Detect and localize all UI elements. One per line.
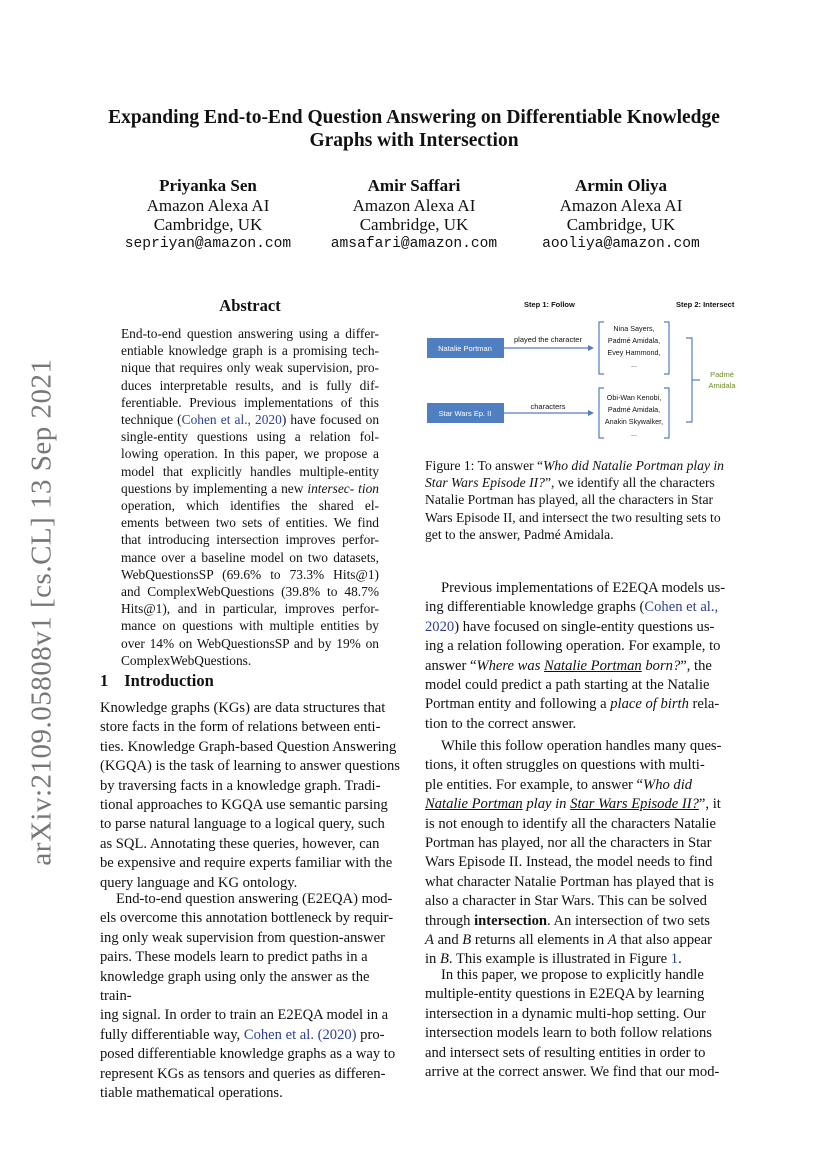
entity-label-natalie: Natalie Portman	[438, 344, 492, 353]
set2-item: Obi-Wan Kenobi,	[606, 393, 662, 402]
set2-item: ...	[631, 429, 637, 438]
author-email[interactable]: aooliya@amazon.com	[542, 235, 700, 252]
citation-link[interactable]: Cohen et al. (2020)	[243, 1026, 357, 1043]
author-name: Amir Saffari	[367, 176, 461, 195]
abstract-line: End-to-end question answering using a differ-	[121, 326, 379, 341]
abstract-line: and ComplexWebQuestions (39.8% to 48.7%	[121, 584, 379, 600]
step1-label: Step 1: Follow	[524, 300, 575, 309]
abstract-line: ements between two sets of entities. We find	[121, 515, 379, 531]
abstract-line: lowing operation. In this paper, we propose	[121, 446, 368, 462]
abstract-line: mance over a baseline model on two datasets,	[121, 549, 379, 565]
arxiv-id: arXiv:2109.05808v1 [cs.CL] 13 Sep 2021	[25, 358, 58, 866]
author-email[interactable]: amsafari@amazon.com	[330, 235, 498, 252]
abstract-line: mance on questions with multiple entities by	[121, 618, 379, 634]
section-title: Introduction	[124, 671, 214, 690]
intersect-bracket	[686, 338, 692, 422]
set1-right-bracket	[664, 322, 669, 374]
figure-1-caption: Figure 1: To answer “Who did Natalie Portman play in Star Wars Episode II?”, we identify all the characters Natalie Portman has played, all the characters in Star Wars Episode II, and intersect the two resulting sets to get to the answer, Padmé Amidala.	[425, 458, 724, 542]
author-3	[513, 176, 729, 254]
abstract-heading: Abstract	[219, 296, 281, 315]
citation-link[interactable]: Cohen et al.,	[644, 599, 719, 616]
abstract-line: that introducing intersection improves perfor-	[121, 532, 379, 548]
abstract-line: duces interpretable results, and is fully dif-	[121, 377, 379, 393]
section-heading-introduction	[100, 671, 214, 691]
author-2	[306, 176, 522, 254]
figure-ref-link[interactable]: 1	[670, 951, 679, 968]
author-location: Cambridge, UK	[359, 215, 469, 234]
set1-item: Padmé Amidala,	[607, 336, 661, 345]
abstract-line: ferentiable. Previous implementations of this	[121, 394, 379, 410]
right-paragraph-1: Previous implementations of E2EQA models us- ing differentiable knowledge graphs (Cohen et al., 2020) have focused on single-entity questions us- ing a relation following operation. For example, to answer “Where was Natalie Portman born?”, the model could predict a path starting at the Natalie Portman entity and following a place of birth rela- tion to the correct answer.	[425, 580, 726, 732]
abstract-line: on single-entity questions using a relation fol-	[121, 412, 380, 445]
arrowhead-2	[588, 410, 594, 416]
author-affiliation: Amazon Alexa AI	[559, 195, 683, 215]
intro-paragraph-2: End-to-end question answering (E2EQA) mod- els overcome this annotation bottleneck by requir- ing only weak supervision from question-answer pairs. These models learn to predict paths in a knowledge graph using only the answer as the train- ing signal. In order to train an E2EQA model in a fully differentiable way, Cohen et al. (2020) pro- posed differentiable knowledge graphs as a way to represent KGs as tensors and queries as differen- tiable mathematical operations.	[100, 891, 396, 1102]
author-location: Cambridge, UK	[566, 215, 676, 234]
set1-item: ...	[631, 360, 637, 369]
abstract-line: over 14% on WebQuestionsSP and by 19% on	[121, 635, 379, 651]
citation-link[interactable]: Cohen et al., 2020	[181, 412, 282, 428]
abstract-line: tion operation, which identifies the shared el-	[121, 480, 379, 514]
abstract-line: WebQuestionsSP (69.6% to 73.3% Hits@1)	[121, 566, 379, 582]
author-location: Cambridge, UK	[153, 215, 263, 234]
set1-item: Nina Sayers,	[613, 324, 655, 333]
section-number: 1	[100, 671, 109, 690]
step2-label: Step 2: Intersect	[676, 300, 735, 309]
author-affiliation: Amazon Alexa AI	[352, 195, 476, 215]
figure-1-diagram	[424, 296, 744, 446]
abstract-line: ComplexWebQuestions.	[121, 652, 252, 668]
paper-title: Expanding End-to-End Question Answering on Differentiable Knowledge Graphs with Intersection	[108, 107, 720, 151]
citation-link[interactable]: 2020	[425, 618, 455, 635]
abstract-line: nique that requires only weak supervision, pro-	[121, 360, 379, 376]
entity-label-starwars: Star Wars Ep. II	[438, 409, 492, 418]
abstract-line: a model that explicitly handles multiple-entity	[121, 446, 379, 479]
intersection-diagram	[424, 296, 744, 446]
set2-item: Padmé Amidala,	[607, 405, 661, 414]
abstract-line: technique (Cohen et al., 2020) have focused	[121, 412, 362, 428]
right-paragraph-2: While this follow operation handles many ques- tions, it often struggles on questions with multi- ple entities. For example, to answer “Who did Natalie Portman play in Star Wars Episode II?”, it is not enough to identify all the characters Natalie Portman has played, nor all the characters in Star Wars Episode II. Instead, the model needs to find what character Natalie Portman has played that is also a character in Star Wars. This can be solved through intersection. An intersection of two sets A and B returns all elements in A that also appear in B. This example is illustrated in Figure 1.	[425, 738, 722, 968]
abstract-body	[121, 325, 379, 669]
answer-label: Amidala	[708, 381, 736, 390]
answer-label: Padmé	[710, 370, 734, 379]
right-paragraph-3: In this paper, we propose to explicitly handle multiple-entity questions in E2EQA by learning intersection in a dynamic multi-hop setting. Our intersection models learn to both follow relations and intersect sets of resulting entities in order to arrive at the correct answer. We find that our mod-	[425, 967, 720, 1081]
author-1	[100, 176, 316, 254]
intro-paragraph-1: Knowledge graphs (KGs) are data structures that store facts in the form of relations between enti- ties. Knowledge Graph-based Question Answering (KGQA) is the task of learning to answer questions by traversing facts in a knowledge graph. Tradi- tional approaches to KGQA use semantic parsing to parse natural language to a logical query, such as SQL. Annotating these queries, however, can be expensive and require experts familiar with the query language and KG ontology.	[100, 700, 400, 891]
author-name: Armin Oliya	[574, 176, 668, 195]
relation-label-played: played the character	[514, 335, 582, 344]
set2-left-bracket	[599, 388, 604, 438]
author-affiliation: Amazon Alexa AI	[146, 195, 270, 215]
author-name: Priyanka Sen	[159, 176, 257, 195]
arrowhead-1	[588, 345, 594, 351]
author-email[interactable]: sepriyan@amazon.com	[124, 235, 292, 252]
abstract-line: Hits@1), and in particular, improves perfor-	[121, 601, 379, 617]
set1-left-bracket	[599, 322, 604, 374]
set2-right-bracket	[664, 388, 669, 438]
abstract-line: entiable knowledge graph is a promising tech-	[121, 343, 379, 359]
relation-label-characters: characters	[530, 402, 566, 411]
abstract-line: questions by implementing a new intersec-	[121, 480, 355, 496]
arxiv-sidebar-stamp	[25, 358, 58, 866]
set1-item: Evey Hammond,	[607, 348, 661, 357]
set2-item: Anakin Skywalker,	[604, 417, 664, 426]
